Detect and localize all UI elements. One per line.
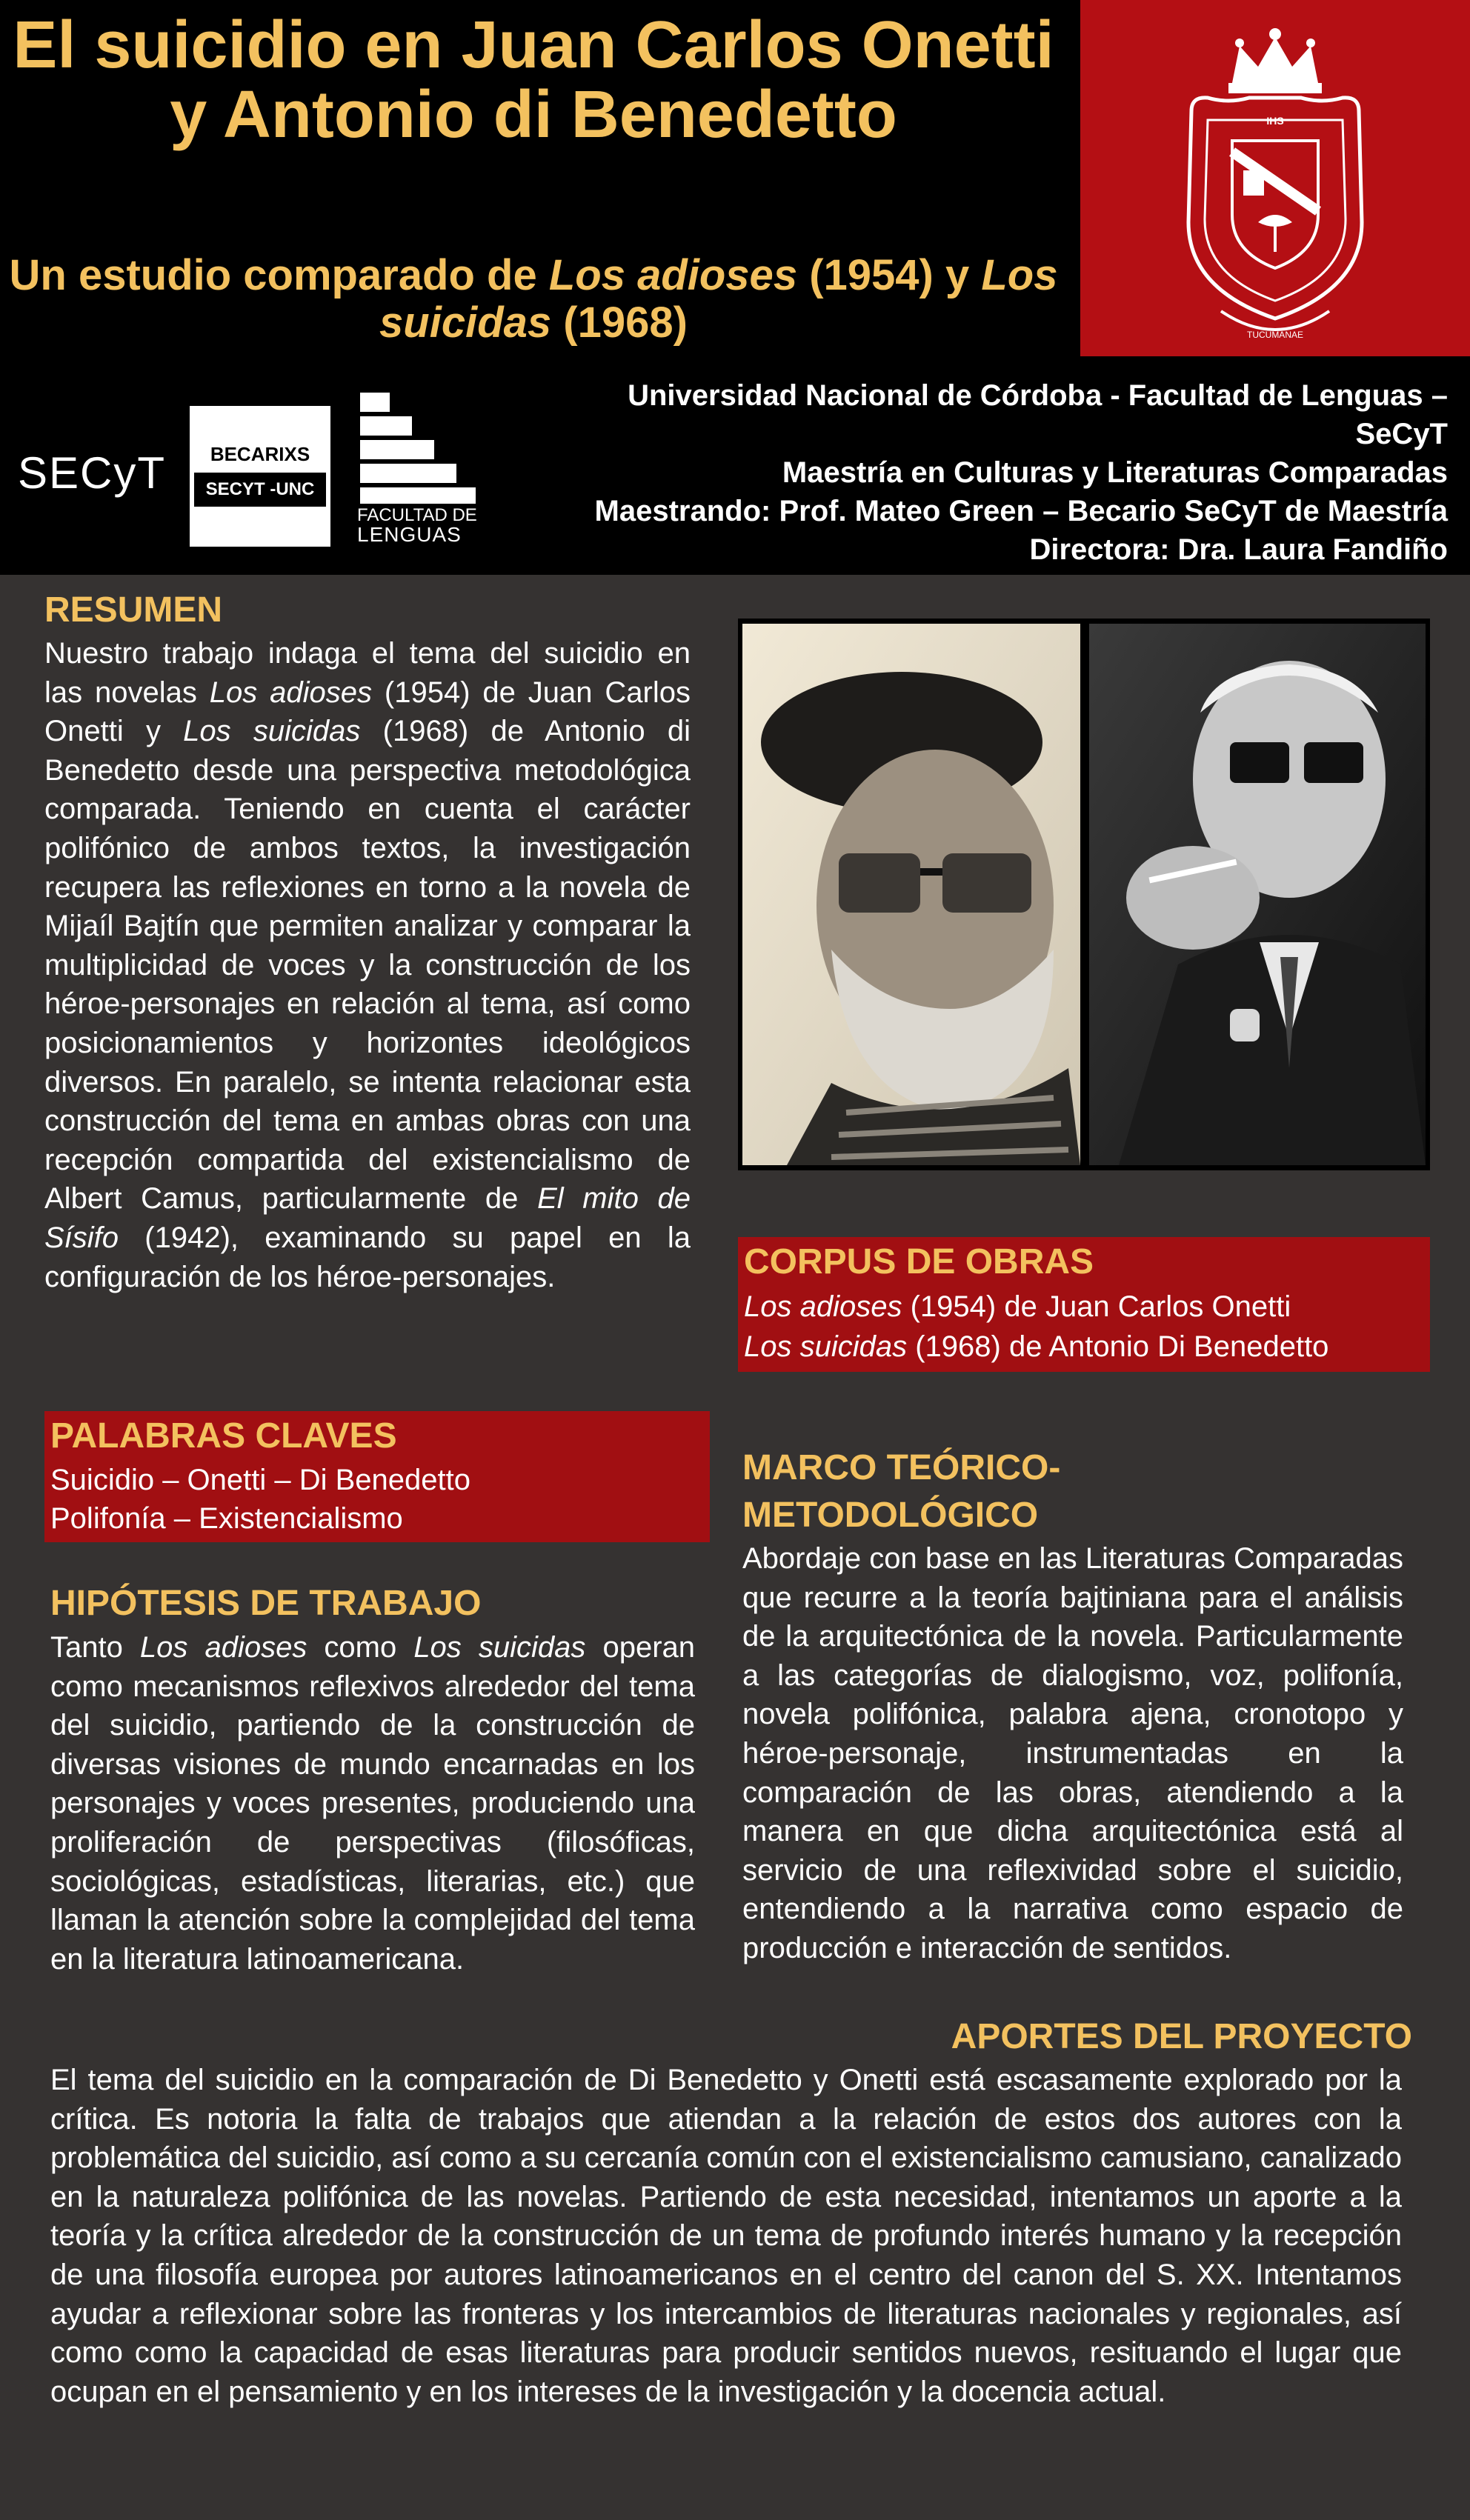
svg-text:TUCUMANAE: TUCUMANAE: [1246, 330, 1304, 340]
secyt-logo: SECyT: [18, 448, 167, 498]
aportes-heading: APORTES DEL PROYECTO: [951, 2017, 1412, 2056]
affiliation-line: Directora: Dra. Laura Fandiño: [1029, 533, 1448, 566]
author-portrait-smoking-icon: [1089, 624, 1426, 1165]
keywords-line: Suicidio – Onetti – Di Benedetto: [50, 1464, 471, 1496]
resumen-heading: RESUMEN: [44, 590, 223, 630]
corpus-list: [744, 1287, 1328, 1367]
university-seal-icon: [1080, 0, 1470, 356]
corpus-heading: CORPUS DE OBRAS: [744, 1242, 1094, 1281]
marco-heading: MARCO TEÓRICO- METODOLÓGICO: [742, 1448, 1061, 1535]
affiliation-block: [474, 376, 1448, 569]
marco-text: Abordaje con base en las Literaturas Comparadas que recurre a la teoría bajtiniana para el análisis de la arquitectónica de la novela. Particularmente a las categorías de dialogismo, voz, polifonía, novela polifónica, palabra ajena, cronotopo y héroe-personaje, instrumentadas en la comparación de las obras, atendiendo a la manera en que dicha arquitectónica está al servicio de una reflexividad sobre el suicidio, entendiendo a la narrativa como espacio de producción e interacción de sentidos.: [742, 1542, 1403, 1964]
corpus-item: Los suicidas (1968) de Antonio Di Benedetto: [744, 1330, 1329, 1363]
author-photos: [738, 619, 1430, 1170]
facultad-logo-line1: FACULTAD DE: [357, 505, 477, 525]
affiliation-line: Maestrando: Prof. Mateo Green – Becario SeCyT de Maestría: [594, 495, 1448, 527]
resumen-text: Nuestro trabajo indaga el tema del suicidio en las novelas Los adioses (1954) de Juan Carlos Onetti y Los suicidas (1968) de Antonio di Benedetto desde una perspectiva metodológica comparada. Teniendo en cuenta el carácter polifónico de ambos textos, la investigación recupera las reflexiones en torno a la novela de Mijaíl Bajtín que permiten analizar y comparar la multiplicidad de voces y la construcción de los héroe-personajes en relación al tema, así como posicionamientos y horizontes ideológicos diversos. En paralelo, se intenta relacionar esta construcción del tema en ambas obras con una recepción compartida del existencialismo de Albert Camus, particularmente de El mito de Sísifo (1942), examinando su papel en la configuración de los héroe-personajes.: [44, 637, 691, 1293]
affiliation-line: SeCyT: [1355, 418, 1448, 450]
keywords-list: [50, 1461, 470, 1538]
author-portrait-beret-icon: [742, 624, 1080, 1165]
facultad-logo-line2: LENGUAS: [357, 523, 462, 546]
keywords-heading: PALABRAS CLAVES: [50, 1416, 397, 1456]
becarixs-logo-line1: BECARIXS: [210, 443, 310, 465]
becarixs-logo: [190, 406, 330, 547]
svg-text:IHS: IHS: [1266, 115, 1284, 127]
corpus-item: Los adioses (1954) de Juan Carlos Onetti: [744, 1290, 1291, 1323]
facultad-lenguas-logo: [357, 393, 476, 548]
hipotesis-heading: HIPÓTESIS DE TRABAJO: [50, 1584, 482, 1623]
poster-title: El suicidio en Juan Carlos Onetti y Antonio di Benedetto: [13, 8, 1054, 152]
affiliation-line: Maestría en Culturas y Literaturas Comparadas: [782, 456, 1448, 489]
stairs-icon: [357, 393, 476, 504]
hipotesis-text: Tanto Los adioses como Los suicidas operan como mecanismos reflexivos alrededor del tema del suicidio, partiendo de la construcción de diversas visiones de mundo encarnadas en los personajes y voces presentes, produciendo una proliferación de perspectivas (filosóficas, sociológicas, estadísticas, literarias, etc.) que llaman la atención sobre la complejidad del tema en la literatura latinoamericana.: [50, 1631, 696, 1976]
keywords-line: Polifonía – Existencialismo: [50, 1502, 403, 1535]
poster-subtitle: Un estudio comparado de Los adioses (1954) y Los suicidas (1968): [9, 251, 1058, 347]
aportes-text: El tema del suicidio en la comparación de Di Benedetto y Onetti está escasamente explorado por la crítica. Es notoria la falta de trabajos que atiendan a la relación de estos dos autores con la problemática del suicidio, así como a su cercanía común con el existencialismo camusiano, canalizado en la naturaleza polifónica de las novelas. Partiendo de esta necesidad, intentamos un aporte a la teoría y la crítica alrededor de la construcción de un tema de profundo interés humano y la recepción de una filosofía europea por autores latinoamericanos en el centro del canon del S. XX. Intentamos ayudar a reflexionar sobre las fronteras y los intercambios de literaturas nacionales y regionales, así como como la capacidad de esas literaturas para producir sentidos nuevos, resituando el lugar que ocupan en el pensamiento y en los intereses de la investigación y la docencia actual.: [50, 2064, 1402, 2408]
becarixs-logo-line2: SECYT -UNC: [194, 473, 326, 507]
university-seal-panel: [1080, 0, 1470, 356]
affiliation-line: Universidad Nacional de Córdoba - Facultad de Lenguas –: [628, 379, 1448, 412]
